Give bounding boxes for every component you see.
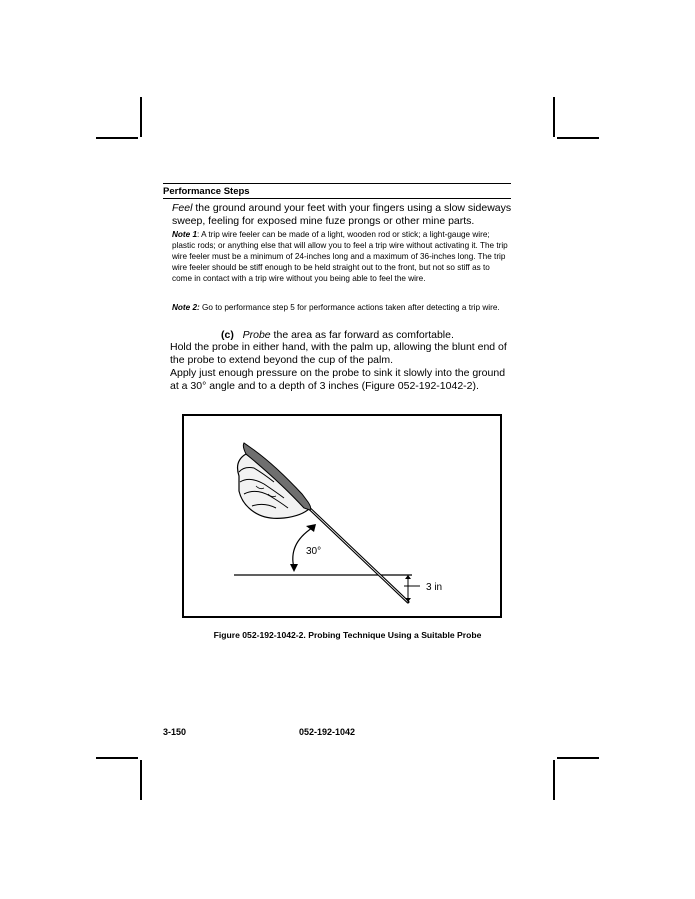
crop-mark-top-left-horizontal <box>96 137 138 139</box>
hand-drawing <box>238 443 311 518</box>
crop-mark-bottom-right-vertical <box>553 760 555 800</box>
note-1 <box>172 229 512 284</box>
page-number: 3-150 <box>163 727 187 737</box>
paragraph-apply-pressure: Apply just enough pressure on the probe to sink it slowly into the ground at a 30° angle and to a depth of 3 inches (Figure 052-192-1042-2). <box>170 367 506 392</box>
section-bottom-rule <box>163 198 511 199</box>
step-c-lead: Probe <box>242 329 271 341</box>
crop-mark-top-left-vertical <box>140 97 142 137</box>
crop-mark-top-right-horizontal <box>557 137 599 139</box>
figure-caption: Figure 052-192-1042-2. Probing Technique Using a Suitable Probe <box>213 630 482 640</box>
step-c-label: (c) <box>221 329 234 341</box>
probing-illustration <box>184 416 500 616</box>
paragraph-hold-probe: Hold the probe in either hand, with the palm up, allowing the blunt end of the probe to extend beyond the cup of the palm. <box>170 341 507 366</box>
note-1-label: Note 1 <box>172 230 198 239</box>
crop-mark-bottom-left-horizontal <box>96 757 138 759</box>
paragraph-feel-text: the ground around your feet with your fingers using a slow sideways sweep, feeling for exposed mine fuze prongs or other mine parts. <box>172 202 512 227</box>
task-number: 052-192-1042 <box>299 727 356 737</box>
note-1-text: : A trip wire feeler can be made of a light, wooden rod or stick; a light-gauge wire; plastic rods; or anything else that will allow you to feel a trip wire without activating it. The trip wire feeler must be a minimum of 24-inches long and a maximum of 36-inches long. The trip wire feeler should be stiff enough to be held straight out to the front, but not so stiff as to come in contact with a trip wire without you being able to feel the wire. <box>172 230 508 283</box>
section-top-rule <box>163 183 511 184</box>
note-2-text: Go to performance step 5 for performance actions taken after detecting a trip wire. <box>199 303 500 312</box>
figure-frame <box>182 414 502 618</box>
crop-mark-bottom-left-vertical <box>140 760 142 800</box>
depth-label: 3 in <box>426 582 443 593</box>
step-c-text: the area as far forward as comfortable. <box>270 329 454 341</box>
note-2-label: Note 2: <box>172 303 200 312</box>
angle-arrow-bottom-icon <box>290 564 298 572</box>
note-2 <box>172 302 512 313</box>
crop-mark-top-right-vertical <box>553 97 555 137</box>
probe-highlight <box>309 508 408 602</box>
paragraph-feel <box>172 202 512 228</box>
paragraph-feel-lead: Feel <box>172 202 193 214</box>
crop-mark-bottom-right-horizontal <box>557 757 599 759</box>
section-title: Performance Steps <box>163 186 250 197</box>
angle-label: 30° <box>306 546 322 557</box>
